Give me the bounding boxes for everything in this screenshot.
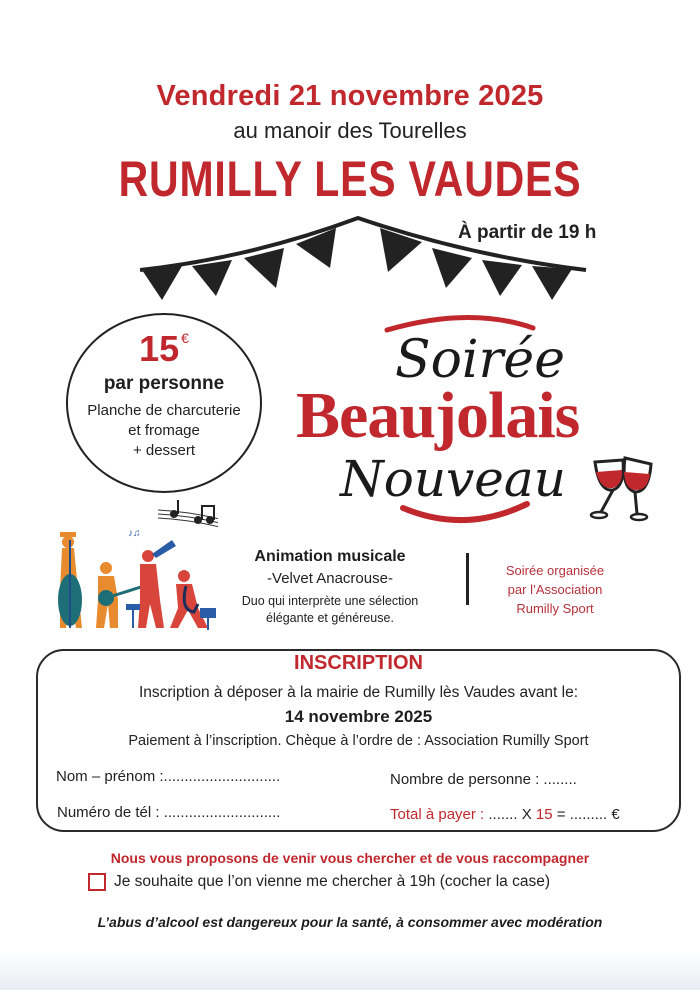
price-per-person: par personne [103, 373, 225, 394]
inscription-instructions: Inscription à déposer à la mairie de Rumilly lès Vaudes avant le: [138, 684, 579, 701]
logo-word-nouveau: Nouveau [340, 450, 566, 508]
inscription-title: INSCRIPTION [294, 652, 423, 674]
phone-label: Numéro de tél : [57, 804, 160, 821]
svg-text:♪♫: ♪♫ [128, 528, 141, 539]
organizer-info [480, 561, 630, 618]
vertical-divider [466, 553, 469, 605]
total-unit-price: 15 [535, 806, 553, 823]
pickup-checkbox[interactable] [88, 873, 106, 891]
logo-word-soiree: Soirée [395, 330, 565, 390]
pickup-option[interactable] [88, 873, 550, 891]
menu-line: + dessert [132, 442, 196, 459]
payment-instructions: Paiement à l’inscription. Chèque à l’ordre de : Association Rumilly Sport [128, 733, 589, 749]
person-count-blank[interactable]: ........ [539, 771, 577, 788]
band-description-line: Duo qui interprète une sélection [241, 594, 419, 608]
phone-field[interactable] [57, 804, 280, 821]
music-title: Animation musicale [254, 548, 406, 565]
total-amount-blank[interactable]: = ......... € [552, 806, 620, 823]
event-date: Vendredi 21 novembre 2025 [156, 80, 544, 112]
organizer-line: Rumilly Sport [516, 601, 594, 616]
menu-description [66, 401, 262, 461]
event-venue: au manoir des Tourelles [233, 118, 467, 143]
scan-edge-shadow [0, 950, 700, 990]
phone-blank[interactable]: ............................ [159, 804, 281, 821]
wine-glasses-icon [591, 458, 651, 520]
price-value: 15 [139, 328, 180, 369]
band-description [200, 593, 460, 627]
pickup-offer-title: Nous vous proposons de venir vous chercher et de vous raccompagner [110, 850, 590, 866]
person-count-field[interactable] [390, 771, 577, 788]
logo-word-beaujolais: Beaujolais [296, 379, 580, 452]
name-label: Nom – prénom : [56, 768, 164, 785]
price-currency: € [181, 330, 189, 346]
name-blank[interactable]: ............................ [163, 768, 281, 785]
total-multiply: X [521, 806, 536, 823]
menu-line: et fromage [128, 422, 200, 439]
name-field[interactable] [56, 768, 280, 785]
bunting-garland-icon [140, 208, 600, 308]
person-count-label: Nombre de personne : [390, 771, 540, 788]
event-town: RUMILLY LES VAUDES [118, 151, 582, 207]
pickup-checkbox-label: Je souhaite que l’on vienne me chercher à 19h (cocher la case) [114, 873, 550, 890]
start-time: À partir de 19 h [458, 222, 597, 243]
price-amount [66, 328, 262, 370]
total-field[interactable] [390, 806, 620, 823]
organizer-line: Soirée organisée [505, 563, 605, 578]
menu-line: Planche de charcuterie [87, 402, 241, 419]
jazz-band-illustration-icon [48, 500, 218, 635]
organizer-line: par l’Association [507, 582, 603, 597]
total-label: Total à payer : [390, 806, 485, 823]
band-description-line: élégante et généreuse. [266, 611, 394, 625]
inscription-deadline: 14 novembre 2025 [284, 707, 433, 726]
band-name: -Velvet Anacrouse- [267, 570, 393, 587]
alcohol-warning: L’abus d’alcool est dangereux pour la santé, à consommer avec modération [97, 914, 603, 930]
total-count-blank[interactable]: ....... [484, 806, 522, 823]
